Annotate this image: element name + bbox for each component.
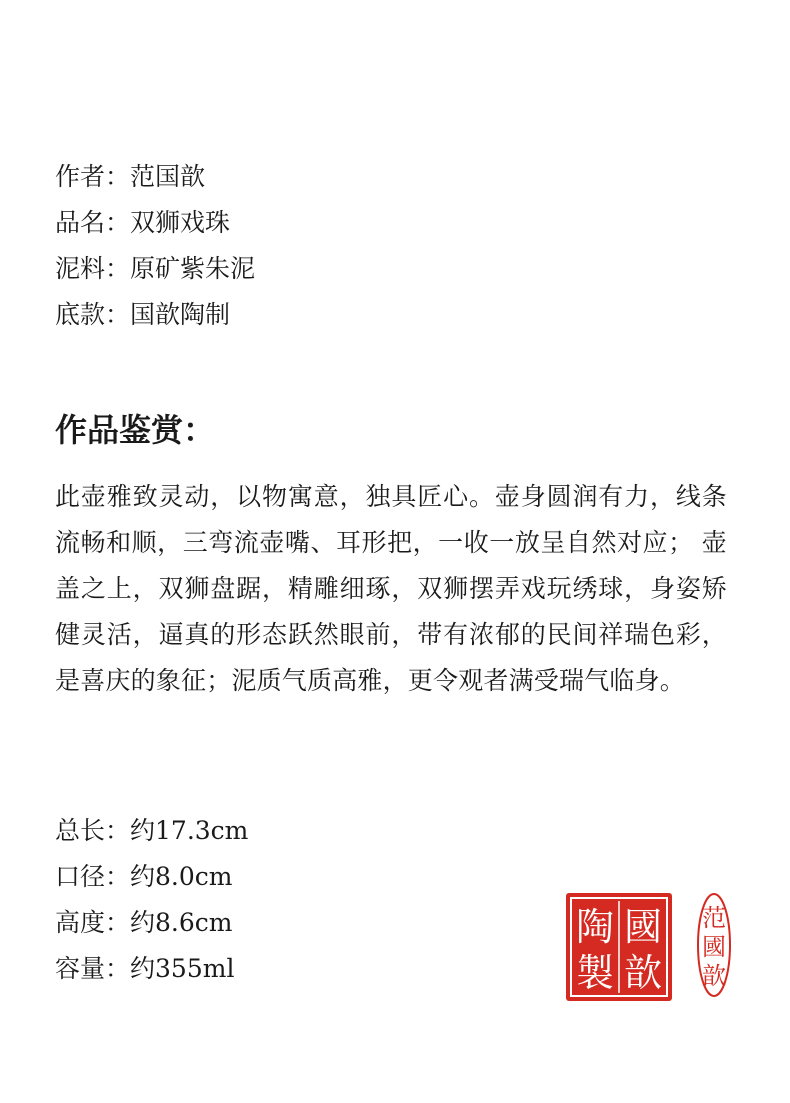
work-info: [55, 154, 255, 338]
height-value: 约8.6cm: [130, 908, 233, 937]
product-name-line: [55, 200, 255, 246]
height-label: 高度：: [55, 908, 131, 937]
round-seal-char: 歆: [702, 962, 726, 990]
section-title: 作品鉴赏：: [55, 411, 216, 449]
diameter-value: 约8.0cm: [130, 862, 233, 891]
base-mark-value: 国歆陶制: [130, 300, 231, 329]
square-seal-char: 製: [575, 951, 615, 995]
capacity-line: [55, 946, 248, 992]
clay-line: [55, 246, 255, 292]
clay-label: 泥料：: [55, 254, 131, 283]
square-seal-char: 歆: [623, 951, 663, 995]
length-line: [55, 808, 248, 854]
diameter-label: 口径：: [55, 862, 131, 891]
round-seal-char: 范: [702, 904, 726, 932]
round-seal-char: 國: [702, 933, 726, 961]
description-paragraph: 此壶雅致灵动，以物寓意，独具匠心。壶身圆润有力，线条流畅和顺，三弯流壶嘴、耳形把，一收一放呈自然对应； 壶盖之上，双狮盘踞，精雕细琢，双狮摆弄戏玩绣球，身姿矫健灵活，逼真的形态跃然眼前，带有浓郁的民间祥瑞色彩，是喜庆的象征；泥质气质高雅，更令观者满受瑞气临身。: [55, 482, 727, 695]
capacity-value: 约355ml: [130, 954, 235, 983]
base-mark-label: 底款：: [55, 300, 131, 329]
length-label: 总长：: [55, 816, 131, 845]
clay-value: 原矿紫朱泥: [130, 254, 256, 283]
capacity-label: 容量：: [55, 954, 131, 983]
author-label: 作者：: [55, 162, 131, 191]
author-line: [55, 154, 255, 200]
product-name-label: 品名：: [55, 208, 131, 237]
author-value: 范国歆: [130, 162, 206, 191]
square-seal-char: 國: [623, 905, 663, 949]
square-seal-char: 陶: [575, 905, 615, 949]
square-seal-stamp: [566, 893, 672, 1001]
diameter-line: [55, 854, 248, 900]
round-seal-stamp: [697, 893, 731, 997]
product-name-value: 双狮戏珠: [130, 208, 231, 237]
length-value: 约17.3cm: [130, 816, 249, 845]
base-mark-line: [55, 292, 255, 338]
height-line: [55, 900, 248, 946]
specifications: [55, 808, 248, 992]
